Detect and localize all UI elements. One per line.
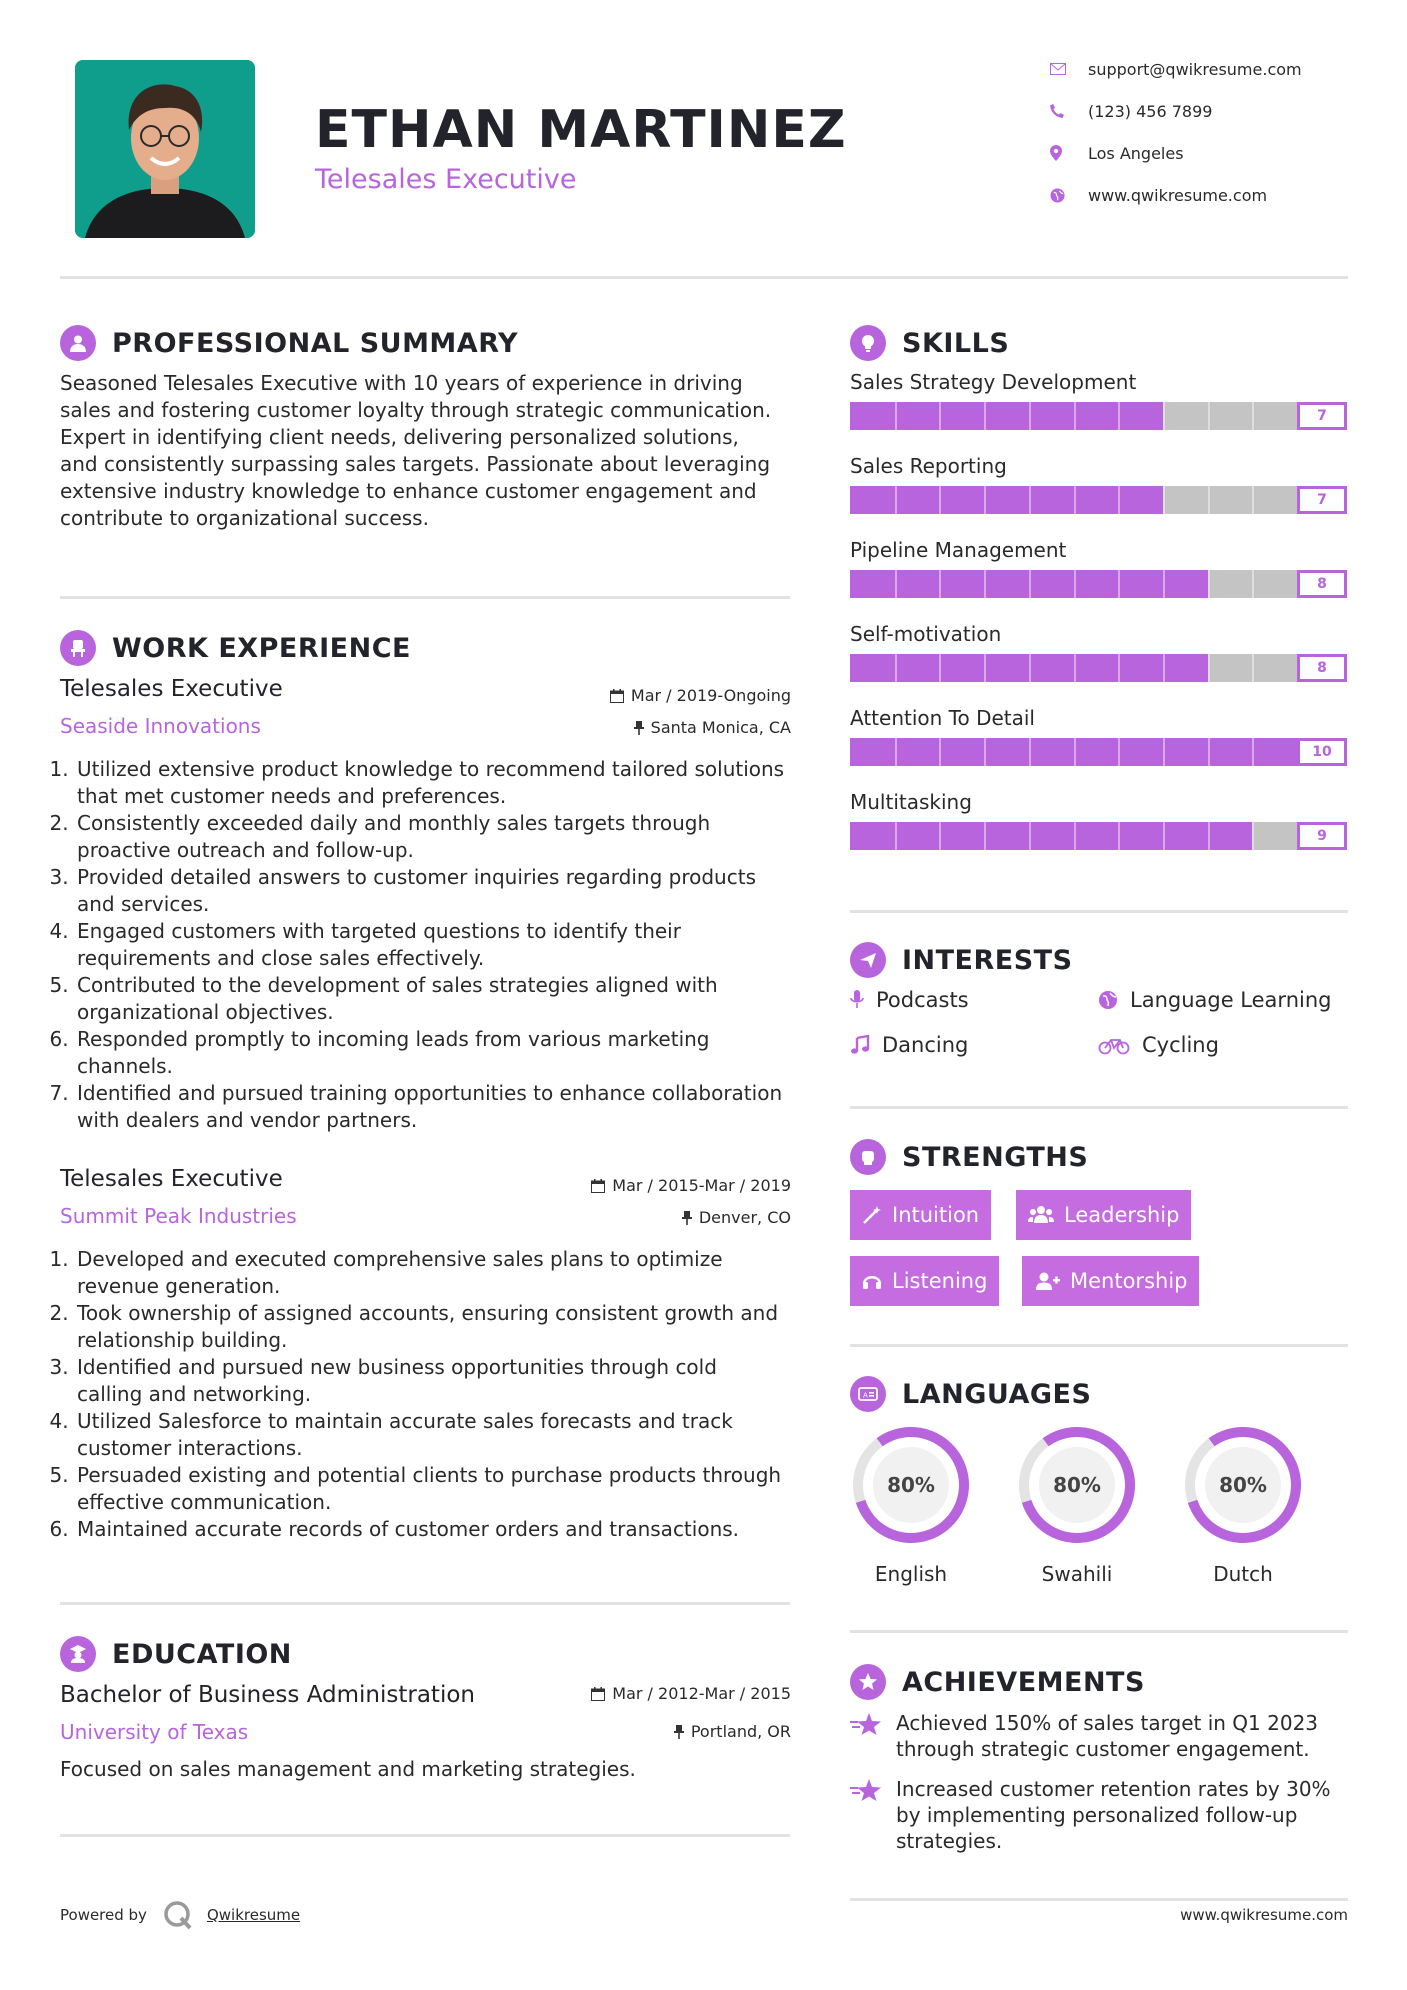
skill-bar-segment bbox=[1029, 822, 1031, 850]
skill-level: 7 bbox=[1297, 486, 1347, 514]
skill-bar-fill bbox=[850, 486, 1163, 514]
skill-bar-segment bbox=[895, 738, 897, 766]
skill-bar-segment bbox=[1163, 654, 1165, 682]
envelope-icon bbox=[1050, 59, 1088, 79]
language-percent: 80% bbox=[1219, 1473, 1267, 1497]
contact-phone-text: (123) 456 7899 bbox=[1088, 101, 1213, 121]
skill-bar-segment bbox=[895, 486, 897, 514]
svg-text:A: A bbox=[863, 1391, 868, 1400]
star-badge-icon bbox=[850, 1664, 886, 1700]
summary-header bbox=[60, 323, 518, 363]
skill-bar-segment bbox=[1208, 402, 1210, 430]
globe-icon bbox=[1098, 990, 1118, 1010]
skill-name: Multitasking bbox=[850, 790, 972, 814]
duty-item: 3. Provided detailed answers to customer inquiries regarding products and services. bbox=[75, 864, 786, 918]
skill-level: 10 bbox=[1297, 738, 1347, 766]
skill-bar-segment bbox=[1074, 654, 1076, 682]
globe-icon bbox=[1050, 185, 1088, 205]
education-divider bbox=[60, 1834, 790, 1837]
skill-bar-segment bbox=[939, 486, 941, 514]
calendar-icon bbox=[610, 689, 624, 703]
skill-bar bbox=[850, 570, 1347, 598]
contact-website[interactable] bbox=[1050, 182, 1350, 208]
experience-header bbox=[60, 628, 411, 668]
footer-powered bbox=[60, 1900, 300, 1930]
skill-bar-segment bbox=[1118, 654, 1120, 682]
job-company: Seaside Innovations bbox=[60, 714, 261, 738]
skill-bar-segment bbox=[939, 654, 941, 682]
achievement-text: Increased customer retention rates by 30% by implementing personalized follow-up strategies. bbox=[896, 1777, 1331, 1853]
skills-list bbox=[850, 370, 1350, 850]
calendar-icon bbox=[591, 1179, 605, 1193]
skill-bar-segment bbox=[1074, 570, 1076, 598]
language-ring bbox=[1182, 1424, 1304, 1546]
skill-bar-segment bbox=[1208, 570, 1210, 598]
job-location-text: Denver, CO bbox=[698, 1208, 791, 1227]
duty-item: 6. Responded promptly to incoming leads from various marketing channels. bbox=[75, 1026, 786, 1080]
skill-bar-segment bbox=[1208, 654, 1210, 682]
education-title: EDUCATION bbox=[112, 1638, 292, 1670]
contact-website-text: www.qwikresume.com bbox=[1088, 185, 1268, 205]
phone-icon bbox=[1050, 101, 1088, 121]
language-item bbox=[1182, 1424, 1304, 1586]
education-location-text: Portland, OR bbox=[690, 1722, 791, 1741]
skill-bar-segment bbox=[1252, 486, 1254, 514]
languages-divider bbox=[850, 1630, 1348, 1633]
education-date-text: Mar / 2012-Mar / 2015 bbox=[612, 1684, 791, 1703]
skill-row bbox=[850, 538, 1350, 598]
education-header bbox=[60, 1634, 292, 1674]
interest-label: Cycling bbox=[1142, 1033, 1219, 1057]
degree-title: Bachelor of Business Administration bbox=[60, 1682, 475, 1708]
interest-label: Dancing bbox=[882, 1033, 969, 1057]
duty-item: 2. Took ownership of assigned accounts, ensuring consistent growth and relationship building. bbox=[75, 1300, 786, 1354]
contact-email-text: support@qwikresume.com bbox=[1088, 59, 1302, 79]
skill-bar-fill bbox=[850, 738, 1347, 766]
skill-bar-segment bbox=[984, 402, 986, 430]
school-name: University of Texas bbox=[60, 1720, 249, 1744]
lightbulb-icon bbox=[850, 325, 886, 361]
skill-bar-segment bbox=[1208, 486, 1210, 514]
skill-bar bbox=[850, 402, 1347, 430]
duty-item: 5. Contributed to the development of sales strategies aligned with organizational objectives. bbox=[75, 972, 786, 1026]
graduate-icon bbox=[60, 1636, 96, 1672]
experience-title: WORK EXPERIENCE bbox=[112, 632, 411, 664]
interest-label: Podcasts bbox=[876, 988, 969, 1012]
education-location bbox=[480, 1722, 791, 1741]
footer-website[interactable]: www.qwikresume.com bbox=[1180, 1906, 1348, 1924]
skills-header bbox=[850, 323, 1009, 363]
skill-bar-segment bbox=[1118, 738, 1120, 766]
duty-item: 4. Utilized Salesforce to maintain accurate sales forecasts and track customer interactions. bbox=[75, 1408, 786, 1462]
interest-item bbox=[1098, 1033, 1219, 1057]
skill-bar-segment bbox=[939, 738, 941, 766]
interests-header bbox=[850, 940, 1073, 980]
skill-bar-segment bbox=[1074, 402, 1076, 430]
skill-bar bbox=[850, 738, 1347, 766]
job-location-text: Santa Monica, CA bbox=[650, 718, 791, 737]
skill-bar bbox=[850, 822, 1347, 850]
job-location bbox=[480, 1208, 791, 1227]
contact-phone[interactable] bbox=[1050, 98, 1350, 124]
interests-divider bbox=[850, 1106, 1348, 1109]
candidate-role: Telesales Executive bbox=[315, 164, 577, 195]
languages-header bbox=[850, 1374, 1091, 1414]
profile-photo bbox=[75, 60, 255, 238]
job-duties bbox=[56, 756, 786, 1134]
skill-bar-segment bbox=[1208, 822, 1210, 850]
pin-icon bbox=[674, 1725, 684, 1739]
chair-icon bbox=[60, 630, 96, 666]
skill-bar-segment bbox=[1029, 486, 1031, 514]
qwikresume-logo-icon bbox=[163, 1900, 193, 1930]
skill-bar-segment bbox=[1163, 570, 1165, 598]
fist-icon bbox=[850, 1139, 886, 1175]
skill-bar-segment bbox=[1074, 822, 1076, 850]
skill-name: Self-motivation bbox=[850, 622, 1002, 646]
contact-location bbox=[1050, 140, 1350, 166]
strength-tag bbox=[850, 1256, 999, 1306]
education-date bbox=[480, 1684, 791, 1703]
music-note-icon bbox=[850, 1035, 870, 1055]
strength-tag bbox=[1022, 1256, 1199, 1306]
skill-bar-segment bbox=[1118, 486, 1120, 514]
skill-bar-segment bbox=[1029, 570, 1031, 598]
map-pin-icon bbox=[1050, 143, 1088, 163]
skill-bar-segment bbox=[895, 402, 897, 430]
magic-wand-icon bbox=[862, 1205, 882, 1225]
skill-bar-segment bbox=[984, 486, 986, 514]
duty-item: 3. Identified and pursued new business opportunities through cold calling and networking. bbox=[75, 1354, 786, 1408]
skill-bar-segment bbox=[1029, 402, 1031, 430]
interest-item bbox=[850, 988, 969, 1012]
interests-title: INTERESTS bbox=[902, 944, 1073, 976]
job-title: Telesales Executive bbox=[60, 1166, 283, 1192]
skills-divider bbox=[850, 910, 1348, 913]
skill-name: Sales Reporting bbox=[850, 454, 1007, 478]
duty-item: 2. Consistently exceeded daily and monthly sales targets through proactive outreach and follow-up. bbox=[75, 810, 786, 864]
bicycle-icon bbox=[1098, 1035, 1130, 1055]
language-name: English bbox=[874, 1562, 948, 1586]
skill-bar-segment bbox=[939, 570, 941, 598]
summary-divider bbox=[60, 596, 790, 599]
job-date bbox=[480, 686, 791, 705]
skill-row bbox=[850, 454, 1350, 514]
skill-name: Attention To Detail bbox=[850, 706, 1035, 730]
star-icon bbox=[850, 1712, 884, 1736]
language-percent: 80% bbox=[1053, 1473, 1101, 1497]
powered-by-label: Powered by bbox=[60, 1906, 147, 1924]
skill-bar-segment bbox=[984, 822, 986, 850]
skill-level: 8 bbox=[1297, 654, 1347, 682]
strengths-divider bbox=[850, 1344, 1348, 1347]
duty-item: 1. Utilized extensive product knowledge to recommend tailored solutions that met customer needs and preferences. bbox=[75, 756, 786, 810]
skill-bar-fill bbox=[850, 822, 1252, 850]
duty-item: 1. Developed and executed comprehensive sales plans to optimize revenue generation. bbox=[75, 1246, 786, 1300]
language-percent: 80% bbox=[887, 1473, 935, 1497]
skill-bar-segment bbox=[984, 738, 986, 766]
skill-bar bbox=[850, 654, 1347, 682]
job-title: Telesales Executive bbox=[60, 676, 283, 702]
skill-name: Sales Strategy Development bbox=[850, 370, 1137, 394]
skill-row bbox=[850, 370, 1350, 430]
duty-item: 7. Identified and pursued training opportunities to enhance collaboration with dealers and vendor partners. bbox=[75, 1080, 786, 1134]
skill-bar-segment bbox=[1252, 738, 1254, 766]
user-plus-icon bbox=[1034, 1271, 1060, 1291]
calendar-icon bbox=[591, 1687, 605, 1701]
duty-item: 4. Engaged customers with targeted questions to identify their requirements and close sales effectively. bbox=[75, 918, 786, 972]
skill-bar-segment bbox=[895, 654, 897, 682]
education-description: Focused on sales management and marketing strategies. bbox=[60, 1757, 636, 1781]
job-date bbox=[480, 1176, 791, 1195]
skill-bar-segment bbox=[895, 822, 897, 850]
contact-email[interactable] bbox=[1050, 56, 1350, 82]
skill-bar-segment bbox=[939, 822, 941, 850]
pin-icon bbox=[682, 1211, 692, 1225]
skill-bar-segment bbox=[1163, 738, 1165, 766]
skill-bar-segment bbox=[1252, 822, 1254, 850]
duty-item: 6. Maintained accurate records of customer orders and transactions. bbox=[75, 1516, 786, 1543]
header-divider bbox=[60, 276, 1348, 279]
job-company: Summit Peak Industries bbox=[60, 1204, 297, 1228]
achievement-text: Achieved 150% of sales target in Q1 2023 through strategic customer engagement. bbox=[896, 1711, 1319, 1761]
skill-row bbox=[850, 706, 1350, 766]
skill-bar-segment bbox=[895, 570, 897, 598]
star-icon bbox=[850, 1778, 884, 1802]
paper-plane-icon bbox=[850, 942, 886, 978]
skill-level: 9 bbox=[1297, 822, 1347, 850]
strength-tag bbox=[850, 1190, 991, 1240]
skill-bar-segment bbox=[1074, 486, 1076, 514]
job-date-text: Mar / 2019-Ongoing bbox=[630, 686, 791, 705]
skill-bar-segment bbox=[1074, 738, 1076, 766]
summary-title: PROFESSIONAL SUMMARY bbox=[112, 327, 519, 359]
user-icon bbox=[60, 325, 96, 361]
achievement-item bbox=[850, 1776, 1348, 1854]
strength-tag bbox=[1016, 1190, 1191, 1240]
pin-icon bbox=[634, 721, 644, 735]
skill-bar-segment bbox=[1163, 402, 1165, 430]
headphones-icon bbox=[862, 1271, 882, 1291]
languages-title: LANGUAGES bbox=[902, 1378, 1092, 1410]
job-duties bbox=[56, 1246, 786, 1543]
strength-label: Intuition bbox=[892, 1203, 980, 1227]
achievement-item bbox=[850, 1710, 1348, 1762]
skill-row bbox=[850, 790, 1350, 850]
skill-bar-segment bbox=[939, 402, 941, 430]
interest-item bbox=[850, 1033, 968, 1057]
duty-item: 5. Persuaded existing and potential clients to purchase products through effective communication. bbox=[75, 1462, 786, 1516]
skill-level: 8 bbox=[1297, 570, 1347, 598]
skill-bar-segment bbox=[1029, 654, 1031, 682]
skill-bar-segment bbox=[1163, 822, 1165, 850]
language-icon bbox=[850, 1376, 886, 1412]
strength-label: Mentorship bbox=[1070, 1269, 1188, 1293]
strength-label: Leadership bbox=[1064, 1203, 1180, 1227]
strength-label: Listening bbox=[892, 1269, 988, 1293]
language-item bbox=[850, 1424, 972, 1586]
skill-level: 7 bbox=[1297, 402, 1347, 430]
job-date-text: Mar / 2015-Mar / 2019 bbox=[612, 1176, 791, 1195]
strengths-title: STRENGTHS bbox=[902, 1141, 1089, 1173]
language-name: Swahili bbox=[1041, 1562, 1113, 1586]
skill-bar-segment bbox=[1208, 738, 1210, 766]
language-name: Dutch bbox=[1213, 1562, 1273, 1586]
qwikresume-link[interactable]: Qwikresume bbox=[206, 1906, 301, 1924]
users-icon bbox=[1028, 1205, 1054, 1225]
language-item bbox=[1016, 1424, 1138, 1586]
summary-text: Seasoned Telesales Executive with 10 years of experience in driving sales and fostering customer loyalty through strategic communication. Expert in identifying client needs, delivering personalized solutions, and consistently surpassing sales targets. Passionate about leveraging extensive industry knowledge to enhance customer engagement and contribute to organizational success. bbox=[60, 371, 772, 530]
skill-name: Pipeline Management bbox=[850, 538, 1067, 562]
contact-location-text: Los Angeles bbox=[1088, 143, 1184, 163]
skill-bar-segment bbox=[1118, 822, 1120, 850]
interest-item bbox=[1098, 988, 1331, 1012]
skill-bar-segment bbox=[1118, 402, 1120, 430]
achievements-title: ACHIEVEMENTS bbox=[902, 1666, 1145, 1698]
skill-row bbox=[850, 622, 1350, 682]
microphone-icon bbox=[850, 990, 864, 1010]
skill-bar bbox=[850, 486, 1347, 514]
skill-bar-segment bbox=[1252, 402, 1254, 430]
skill-bar-segment bbox=[1252, 654, 1254, 682]
skill-bar-fill bbox=[850, 402, 1163, 430]
language-ring bbox=[850, 1424, 972, 1546]
skill-bar-segment bbox=[984, 570, 986, 598]
skill-bar-segment bbox=[984, 654, 986, 682]
interest-label: Language Learning bbox=[1130, 988, 1332, 1012]
achievements-divider bbox=[850, 1898, 1348, 1901]
skill-bar-segment bbox=[1118, 570, 1120, 598]
skill-bar-segment bbox=[1163, 486, 1165, 514]
experience-divider bbox=[60, 1602, 790, 1605]
language-ring bbox=[1016, 1424, 1138, 1546]
languages-row bbox=[850, 1424, 1348, 1586]
skill-bar-segment bbox=[1252, 570, 1254, 598]
skill-bar-segment bbox=[1029, 738, 1031, 766]
skills-title: SKILLS bbox=[902, 327, 1010, 359]
strengths-header bbox=[850, 1137, 1088, 1177]
achievements-header bbox=[850, 1662, 1145, 1702]
job-location bbox=[480, 718, 791, 737]
candidate-name: ETHAN MARTINEZ bbox=[315, 100, 847, 160]
